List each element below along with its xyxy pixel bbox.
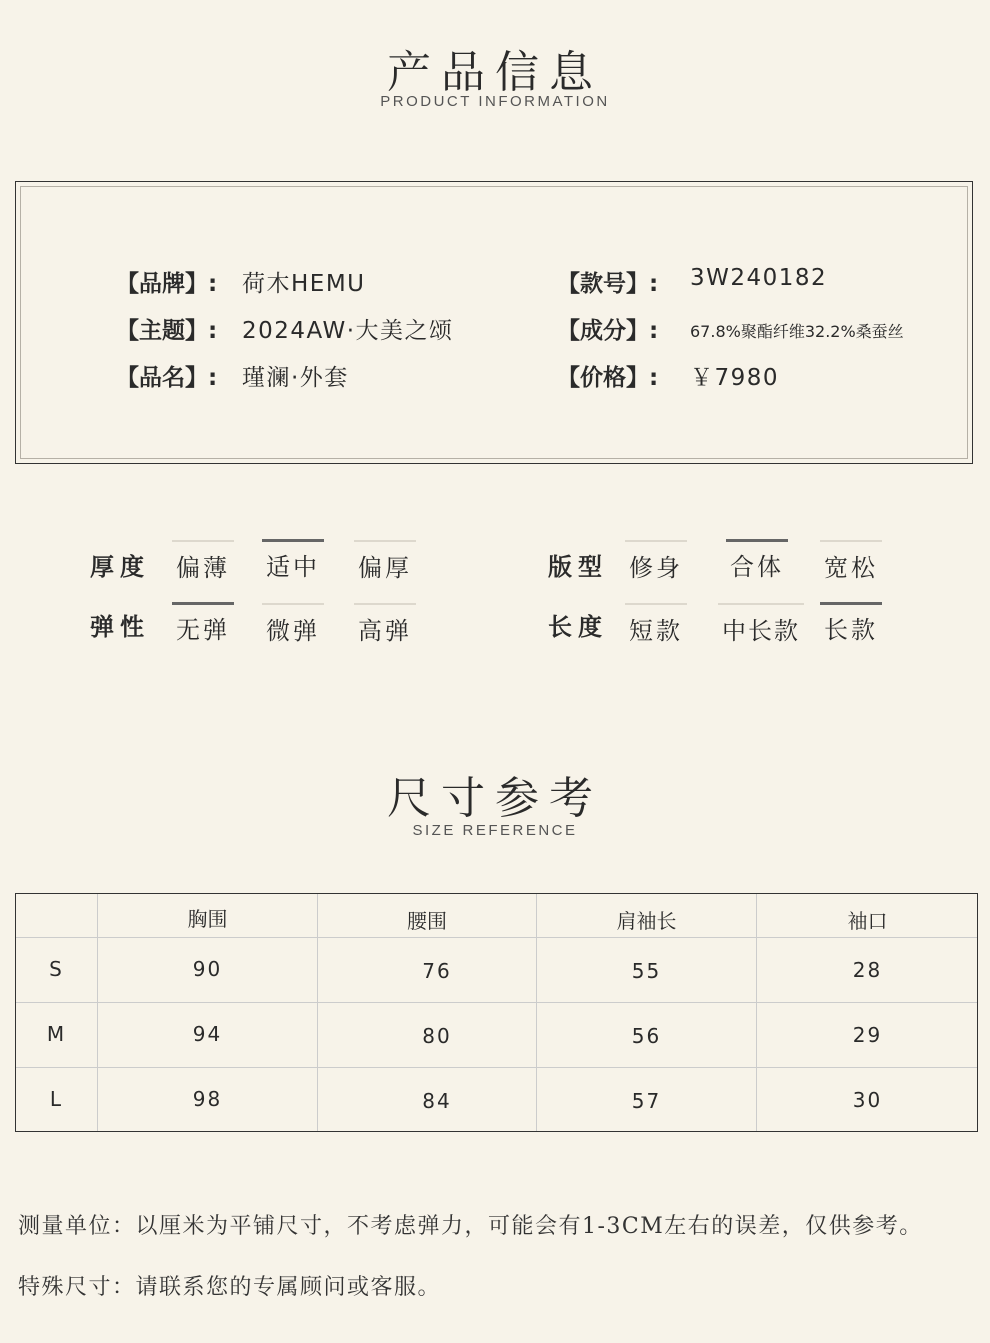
header-cuff: 袖口 bbox=[847, 909, 888, 933]
theme-value: 2024AW·大美之颂 bbox=[242, 318, 454, 344]
size-ref-subtitle: SIZE REFERENCE bbox=[412, 822, 578, 839]
length-option-mid: 中长款 bbox=[718, 603, 804, 646]
name-label: 【品名】: bbox=[116, 365, 218, 391]
table-cell: 29 bbox=[852, 1023, 883, 1047]
measurement-note: 测量单位：以厘米为平铺尺寸，不考虑弹力，可能会有1-3CM左右的误差，仅供参考。 bbox=[18, 1214, 923, 1239]
header-chest: 胸围 bbox=[187, 907, 228, 931]
price-value: ￥7980 bbox=[690, 365, 780, 391]
special-size-note: 特殊尺寸：请联系您的专属顾问或客服。 bbox=[18, 1275, 442, 1300]
composition-label: 【成分】: bbox=[557, 318, 659, 344]
theme-label: 【主题】: bbox=[116, 318, 218, 344]
size-table bbox=[15, 893, 978, 1132]
thickness-option-thick: 偏厚 bbox=[354, 540, 416, 583]
product-info-title: 产品信息 bbox=[387, 47, 603, 98]
table-divider bbox=[16, 937, 977, 938]
thickness-option-thin: 偏薄 bbox=[172, 540, 234, 583]
product-info-subtitle: PRODUCT INFORMATION bbox=[380, 93, 610, 110]
style-no-value: 3W240182 bbox=[690, 265, 828, 291]
table-cell: 90 bbox=[192, 957, 223, 981]
table-cell: 98 bbox=[192, 1087, 223, 1111]
table-cell: 56 bbox=[631, 1024, 662, 1048]
elasticity-option-none: 无弹 bbox=[172, 602, 234, 645]
name-value: 瑾澜·外套 bbox=[242, 365, 349, 391]
table-divider bbox=[16, 1067, 977, 1068]
brand-label: 【品牌】: bbox=[116, 271, 218, 297]
style-no-label: 【款号】: bbox=[557, 271, 659, 297]
table-cell: 94 bbox=[192, 1022, 223, 1046]
table-cell: 76 bbox=[422, 959, 452, 983]
length-option-short: 短款 bbox=[625, 603, 687, 646]
table-divider bbox=[16, 1002, 977, 1003]
size-ref-title: 尺寸参考 bbox=[387, 773, 603, 824]
table-cell: 80 bbox=[422, 1024, 452, 1048]
thickness-option-medium: 适中 bbox=[262, 539, 324, 582]
price-label: 【价格】: bbox=[557, 365, 659, 391]
thickness-label: 厚度 bbox=[90, 553, 150, 581]
table-row-size: S bbox=[49, 957, 64, 981]
table-cell: 55 bbox=[631, 959, 662, 983]
header-shoulder-sleeve: 肩袖长 bbox=[616, 909, 677, 933]
elasticity-label: 弹性 bbox=[90, 613, 150, 641]
fit-option-regular: 合体 bbox=[726, 539, 788, 582]
table-cell: 84 bbox=[422, 1089, 452, 1113]
brand-value: 荷木HEMU bbox=[242, 271, 366, 297]
table-row-size: M bbox=[46, 1022, 67, 1046]
elasticity-option-slight: 微弹 bbox=[262, 603, 324, 646]
table-cell: 30 bbox=[852, 1088, 883, 1112]
length-option-long: 长款 bbox=[820, 602, 882, 645]
composition-value: 67.8%聚酯纤维32.2%桑蚕丝 bbox=[690, 322, 904, 341]
length-label: 长度 bbox=[548, 613, 608, 641]
fit-option-loose: 宽松 bbox=[820, 540, 882, 583]
fit-option-slim: 修身 bbox=[625, 540, 687, 583]
header-waist: 腰围 bbox=[407, 909, 447, 933]
elasticity-option-high: 高弹 bbox=[354, 603, 416, 646]
table-row-size: L bbox=[49, 1087, 64, 1111]
table-cell: 28 bbox=[852, 958, 883, 982]
fit-label: 版型 bbox=[548, 553, 608, 581]
table-cell: 57 bbox=[631, 1089, 662, 1113]
